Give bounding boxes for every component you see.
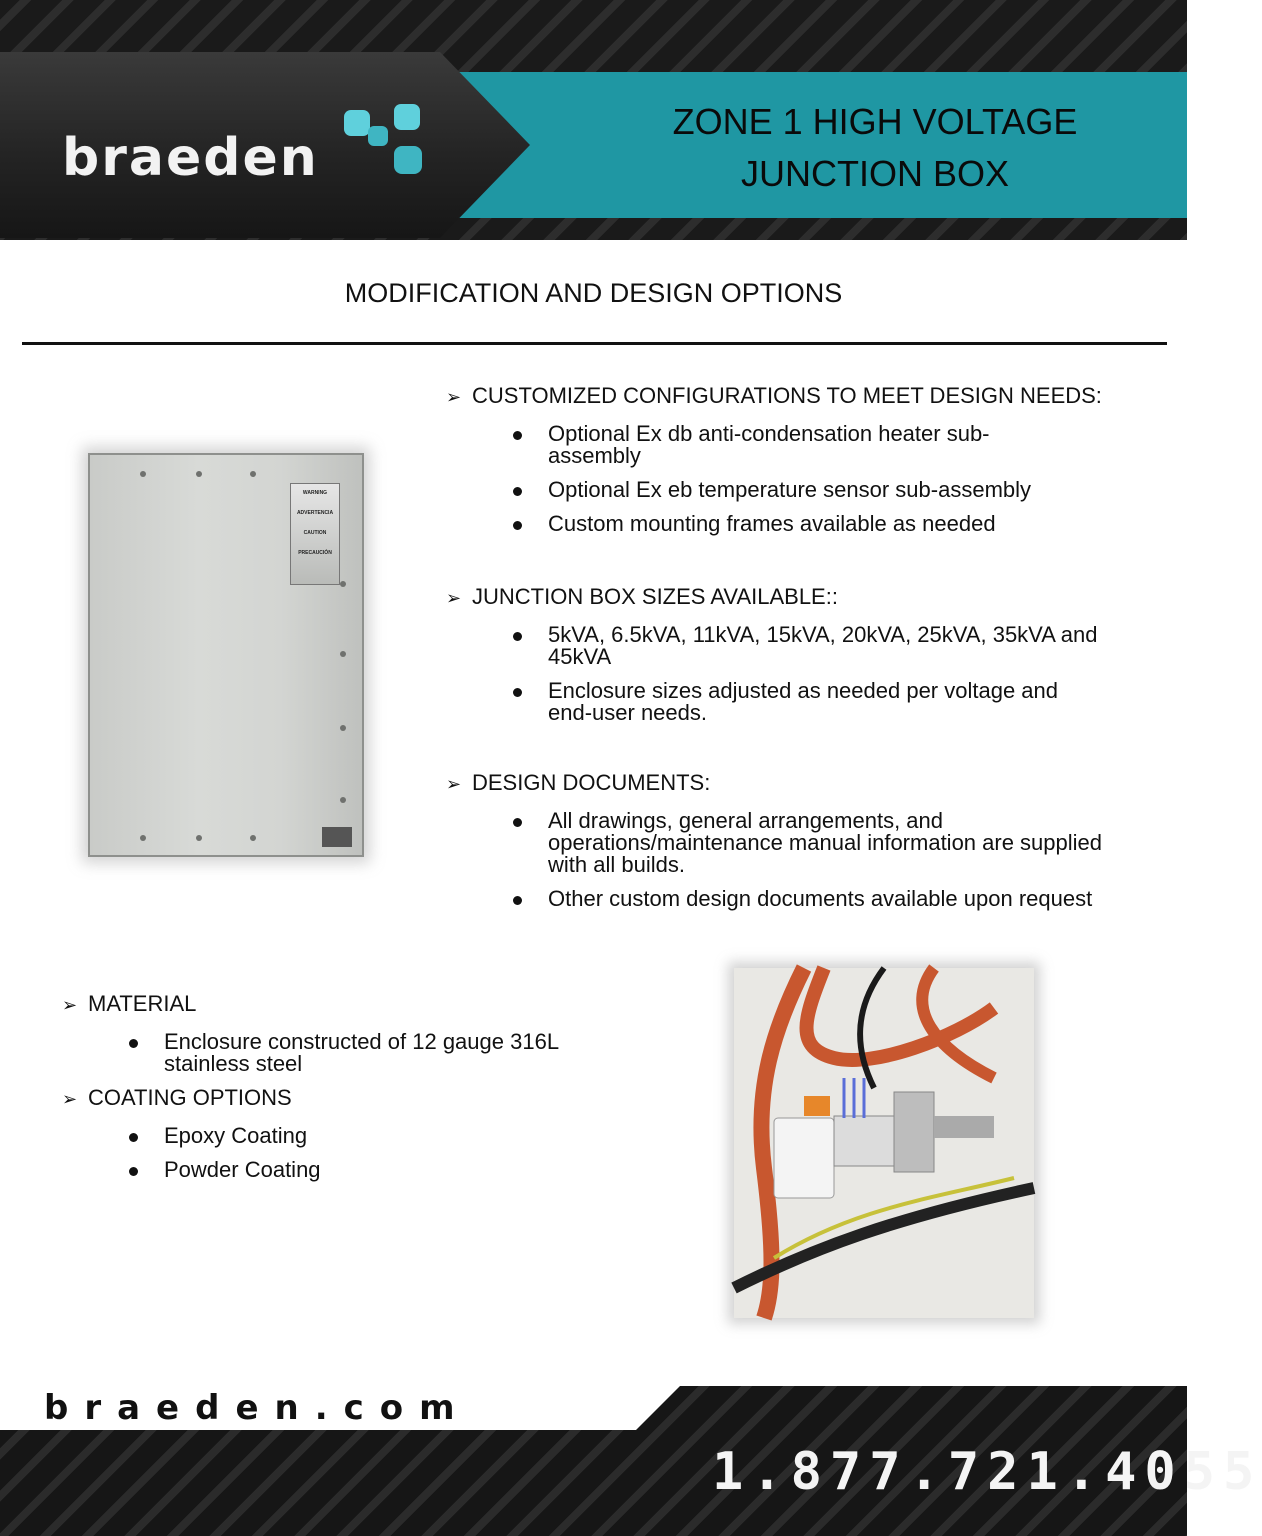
website-link[interactable]: braeden.com (44, 1388, 471, 1428)
arrow-bullet-icon: ➢ (446, 774, 462, 794)
bullet-dot-icon (513, 431, 522, 440)
documents-section (446, 769, 1146, 910)
list-item: Optional Ex db anti-condensation heater sub-assembly (508, 423, 1078, 467)
arrow-bullet-icon: ➢ (62, 995, 78, 1015)
coating-section (62, 1084, 662, 1181)
bullet-dot-icon (129, 1133, 138, 1142)
title-line-1: ZONE 1 HIGH VOLTAGE (672, 101, 1078, 142)
section-heading: COATING OPTIONS (88, 1085, 292, 1110)
footer-banner (0, 1386, 1262, 1536)
junction-box-interior-photo (734, 968, 1034, 1318)
list-item: Optional Ex eb temperature sensor sub-assembly (508, 479, 1078, 501)
nameplate-badge (322, 827, 352, 847)
header-banner (0, 0, 1187, 240)
configurations-section (446, 382, 1146, 535)
bullet-dot-icon (513, 487, 522, 496)
divider (22, 342, 1167, 345)
list-item: Enclosure constructed of 12 gauge 316L stainless steel (124, 1031, 604, 1075)
section-heading: MATERIAL (88, 991, 197, 1016)
bullet-dot-icon (513, 688, 522, 697)
arrow-bullet-icon: ➢ (446, 387, 462, 407)
enclosure-photo (88, 453, 364, 857)
bullet-list (124, 1031, 604, 1075)
bullet-list (508, 624, 1108, 724)
bullet-dot-icon (129, 1167, 138, 1176)
arrow-bullet-icon: ➢ (446, 588, 462, 608)
list-item: Enclosure sizes adjusted as needed per voltage and end-user needs. (508, 680, 1108, 724)
material-section (62, 990, 662, 1075)
section-heading: DESIGN DOCUMENTS: (472, 770, 711, 795)
bullet-dot-icon (513, 632, 522, 641)
wiring-illustration (734, 968, 1034, 1318)
brand-logo-text: braeden (62, 128, 319, 188)
bullet-list (124, 1125, 604, 1181)
arrow-bullet-icon: ➢ (62, 1089, 78, 1109)
bullet-dot-icon (513, 521, 522, 530)
section-heading: CUSTOMIZED CONFIGURATIONS TO MEET DESIGN NEEDS: (472, 383, 1102, 408)
bullet-dot-icon (513, 896, 522, 905)
phone-number[interactable]: 1.877.721.4055 (712, 1442, 1262, 1502)
list-item: Epoxy Coating (124, 1125, 604, 1147)
list-item: Other custom design documents available upon request (508, 888, 1108, 910)
list-item: All drawings, general arrangements, and operations/maintenance manual information are supplied with all builds. (508, 810, 1108, 876)
bullet-dot-icon (513, 818, 522, 827)
list-item: Custom mounting frames available as needed (508, 513, 1078, 535)
title-line-2: JUNCTION BOX (740, 153, 1009, 194)
bullet-dot-icon (129, 1039, 138, 1048)
bullet-list (508, 423, 1078, 535)
page-title (620, 96, 1130, 200)
list-item: 5kVA, 6.5kVA, 11kVA, 15kVA, 20kVA, 25kVA, 35kVA and 45kVA (508, 624, 1108, 668)
section-heading: JUNCTION BOX SIZES AVAILABLE:: (472, 584, 838, 609)
bullet-list (508, 810, 1108, 910)
list-item: Powder Coating (124, 1159, 604, 1181)
section-title: MODIFICATION AND DESIGN OPTIONS (344, 278, 843, 308)
sizes-section (446, 583, 1146, 724)
brand-logo-icon (338, 100, 428, 180)
warning-plate: WARNING ADVERTENCIA CAUTION PRECAUCIÓN (290, 483, 340, 585)
